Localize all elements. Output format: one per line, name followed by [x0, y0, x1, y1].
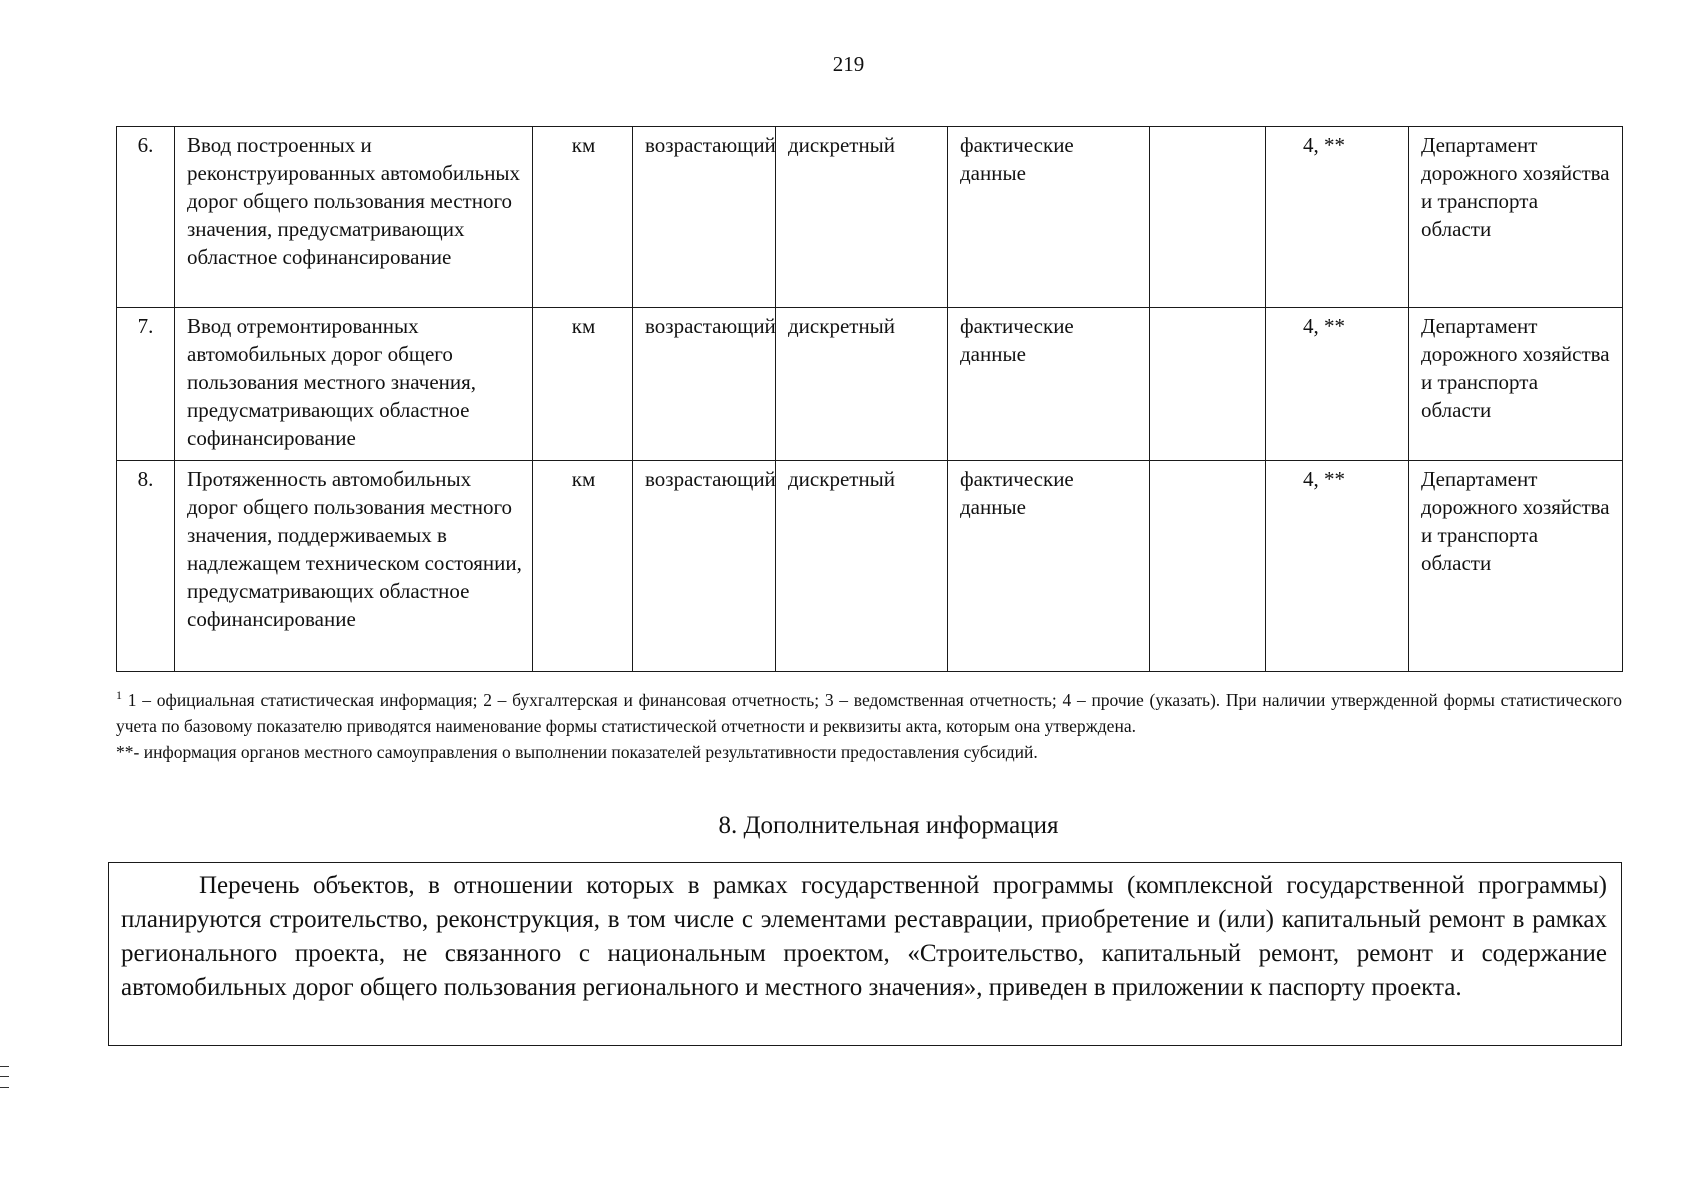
additional-info-box: Перечень объектов, в отношении которых в рамках государственной программы (комплексной государственной программы) планируются строительство, реконструкция, в том числе с элементами реставрации, приобретение и (или) капитальный ремонт в рамках регионального проекта, не связанного с национальным проектом, «Строительство, капитальный ремонт, ремонт и содержание автомобильных дорог общего пользования регионального и местного значения», приведен в приложении к паспорту проекта. — [108, 862, 1622, 1046]
footnote-municipal: **- информация органов местного самоуправления о выполнении показателей результативности предоставления субсидий. — [116, 741, 1038, 762]
extra-cell — [1150, 127, 1266, 308]
indicator-name: Ввод построенных и реконструированных автомобильных дорог общего пользования местного значения, предусматривающих областное софинансирование — [175, 127, 533, 308]
indicators-table — [116, 126, 1623, 672]
source-cell: 4, ** — [1266, 461, 1409, 672]
page-number: 219 — [832, 52, 865, 76]
table-row — [117, 308, 1623, 461]
source-cell: 4, ** — [1266, 127, 1409, 308]
table-row — [117, 461, 1623, 672]
section-title: 8. Дополнительная информация — [718, 812, 1059, 839]
footnotes — [116, 682, 1622, 765]
method-cell: фактические данные — [948, 308, 1150, 461]
indicator-name: Ввод отремонтированных автомобильных дорог общего пользования местного значения, предусматривающих областное софинансирование — [175, 308, 533, 461]
margin-mark — [0, 1066, 9, 1088]
dynamics-cell: возрастающий — [633, 461, 776, 672]
indicator-name: Протяженность автомобильных дорог общего пользования местного значения, поддерживаемых в надлежащем техническом состоянии, предусматривающих областное софинансирование — [175, 461, 533, 672]
footnote-marker: 1 — [116, 688, 122, 702]
responsible-cell: Департамент дорожного хозяйства и транспорта области — [1409, 308, 1623, 461]
unit-cell: км — [533, 461, 633, 672]
type-cell: дискретный — [776, 127, 948, 308]
type-cell: дискретный — [776, 461, 948, 672]
unit-cell: км — [533, 127, 633, 308]
method-cell: фактические данные — [948, 127, 1150, 308]
table-row — [117, 127, 1623, 308]
responsible-cell: Департамент дорожного хозяйства и транспорта области — [1409, 461, 1623, 672]
source-cell: 4, ** — [1266, 308, 1409, 461]
footnote-text: 1 – официальная статистическая информация; 2 – бухгалтерская и финансовая отчетность; 3 – ведомственная отчетность; 4 – прочие (указать). При наличии утвержденной формы статистического учета по базовому показателю приводятся наименование формы статистической отчетности и реквизиты акта, которым она утверждена. — [116, 689, 1623, 736]
responsible-cell: Департамент дорожного хозяйства и транспорта области — [1409, 127, 1623, 308]
row-number: 7. — [117, 308, 175, 461]
footnote-sources — [116, 682, 1622, 739]
row-number: 6. — [117, 127, 175, 308]
unit-cell: км — [533, 308, 633, 461]
dynamics-cell: возрастающий — [633, 308, 776, 461]
dynamics-cell: возрастающий — [633, 127, 776, 308]
method-cell: фактические данные — [948, 461, 1150, 672]
extra-cell — [1150, 308, 1266, 461]
row-number: 8. — [117, 461, 175, 672]
type-cell: дискретный — [776, 308, 948, 461]
extra-cell — [1150, 461, 1266, 672]
